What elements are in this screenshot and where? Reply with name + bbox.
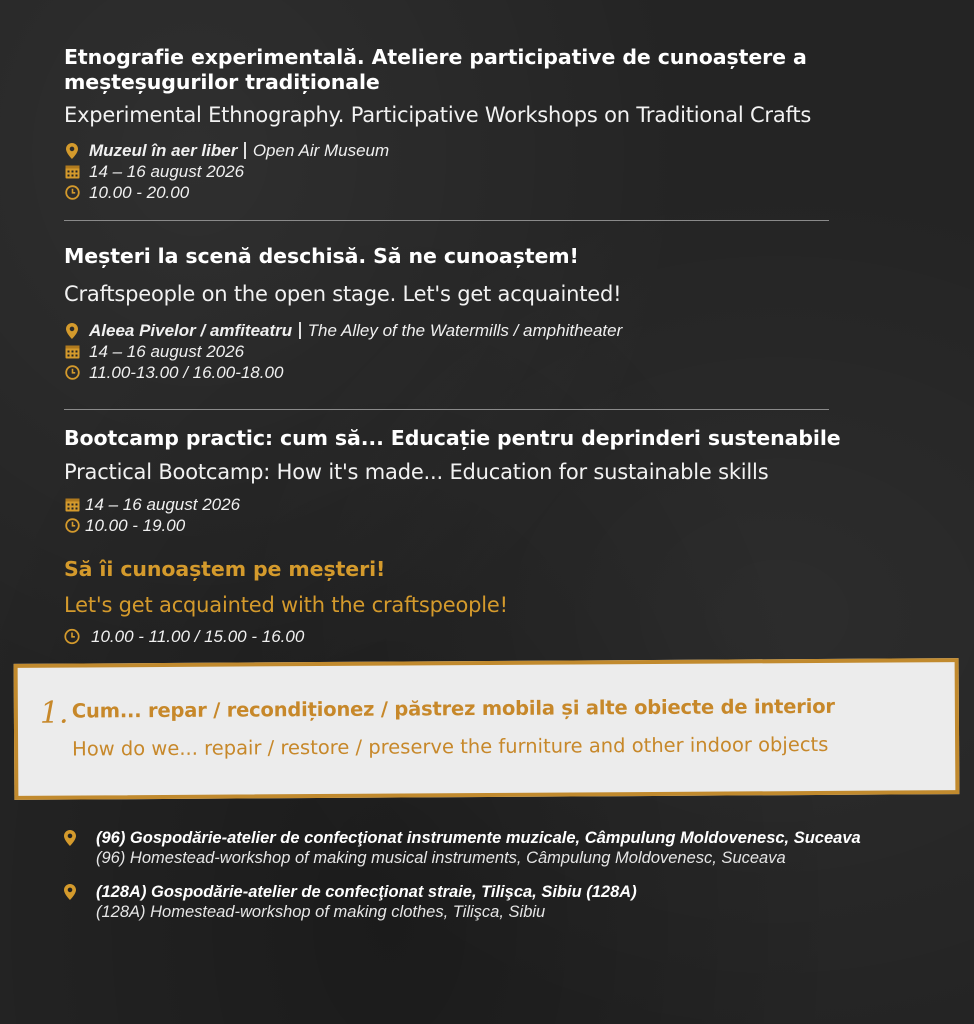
event2-time: 11.00-13.00 / 16.00-18.00: [89, 363, 284, 382]
calendar-icon: [64, 344, 80, 360]
event1-meta: [64, 140, 389, 203]
clock-icon: [64, 365, 80, 381]
event3-time: 10.00 - 19.00: [85, 516, 186, 535]
clock-icon: [64, 518, 80, 534]
meet-meta: [64, 626, 304, 647]
box-title-ro: Cum... repar / recondiționez / păstrez mobila și alte obiecte de interior: [71, 694, 835, 723]
event2-location-en: The Alley of the Watermills / amphitheater: [307, 321, 623, 340]
event1-title-ro: Etnografie experimentală. Ateliere participative de cunoaștere a meșteșugurilor tradiționale: [64, 45, 807, 94]
event1-title-en: Experimental Ethnography. Participative Workshops on Traditional Crafts: [64, 103, 812, 127]
event1-time: 10.00 - 20.00: [89, 183, 190, 202]
divider: [64, 409, 829, 410]
event3-meta: [64, 494, 240, 536]
box-title-en: How do we... repair / restore / preserve the furniture and other indoor objects: [72, 732, 829, 761]
list-item: [64, 828, 944, 868]
calendar-icon: [64, 497, 80, 513]
location-ro: (96) Gospodărie-atelier de confecţionat instrumente muzicale, Câmpulung Moldovenesc, Suceava: [96, 829, 861, 847]
meet-time-row: [64, 626, 304, 647]
location-pin-icon: [64, 323, 80, 339]
event2-title-en: Craftspeople on the open stage. Let's get acquainted!: [64, 282, 622, 306]
event3-time-row: [64, 515, 240, 536]
event1-location-row: [64, 140, 389, 161]
location-list: [64, 828, 944, 922]
event3-date: 14 – 16 august 2026: [85, 495, 241, 514]
event2-date-row: [64, 341, 622, 362]
event2-meta: [64, 320, 622, 383]
calendar-icon: [64, 164, 80, 180]
separator: [299, 322, 301, 339]
event2-location-ro: Aleea Pivelor / amfiteatru: [89, 321, 293, 340]
clock-icon: [64, 185, 80, 201]
location-pin-icon: [64, 143, 80, 159]
event1-time-row: [64, 182, 389, 203]
event1-location-en: Open Air Museum: [252, 141, 390, 160]
clock-icon: [64, 629, 80, 645]
event1-date-row: [64, 161, 389, 182]
event1-location-ro: Muzeul în aer liber: [89, 141, 238, 160]
divider: [64, 220, 829, 221]
location-ro: (128A) Gospodărie-atelier de confecţionat straie, Tilişca, Sibiu (128A): [96, 883, 637, 901]
event2-date: 14 – 16 august 2026: [89, 342, 245, 361]
meet-title-en: Let's get acquainted with the craftspeople!: [64, 593, 508, 617]
location-en: (128A) Homestead-workshop of making clothes, Tilişca, Sibiu: [96, 903, 546, 921]
highlight-box: [14, 658, 960, 800]
event1-date: 14 – 16 august 2026: [89, 162, 245, 181]
event2-location-row: [64, 320, 622, 341]
event2-title-ro: Meșteri la scenă deschisă. Să ne cunoaștem!: [64, 244, 579, 268]
location-en: (96) Homestead-workshop of making musical instruments, Câmpulung Moldovenesc, Suceava: [96, 849, 786, 867]
meet-title-ro: Să îi cunoaștem pe meșteri!: [64, 557, 386, 581]
event2-time-row: [64, 362, 622, 383]
location-pin-icon: [64, 828, 96, 868]
box-number: 1.: [39, 695, 69, 731]
location-pin-icon: [64, 882, 96, 922]
event3-date-row: [64, 494, 240, 515]
list-item: [64, 882, 944, 922]
event3-title-ro: Bootcamp practic: cum să... Educație pentru deprinderi sustenabile: [64, 426, 841, 450]
separator: [244, 142, 246, 159]
meet-time: 10.00 - 11.00 / 15.00 - 16.00: [91, 627, 305, 646]
event3-title-en: Practical Bootcamp: How it's made... Education for sustainable skills: [64, 460, 769, 484]
